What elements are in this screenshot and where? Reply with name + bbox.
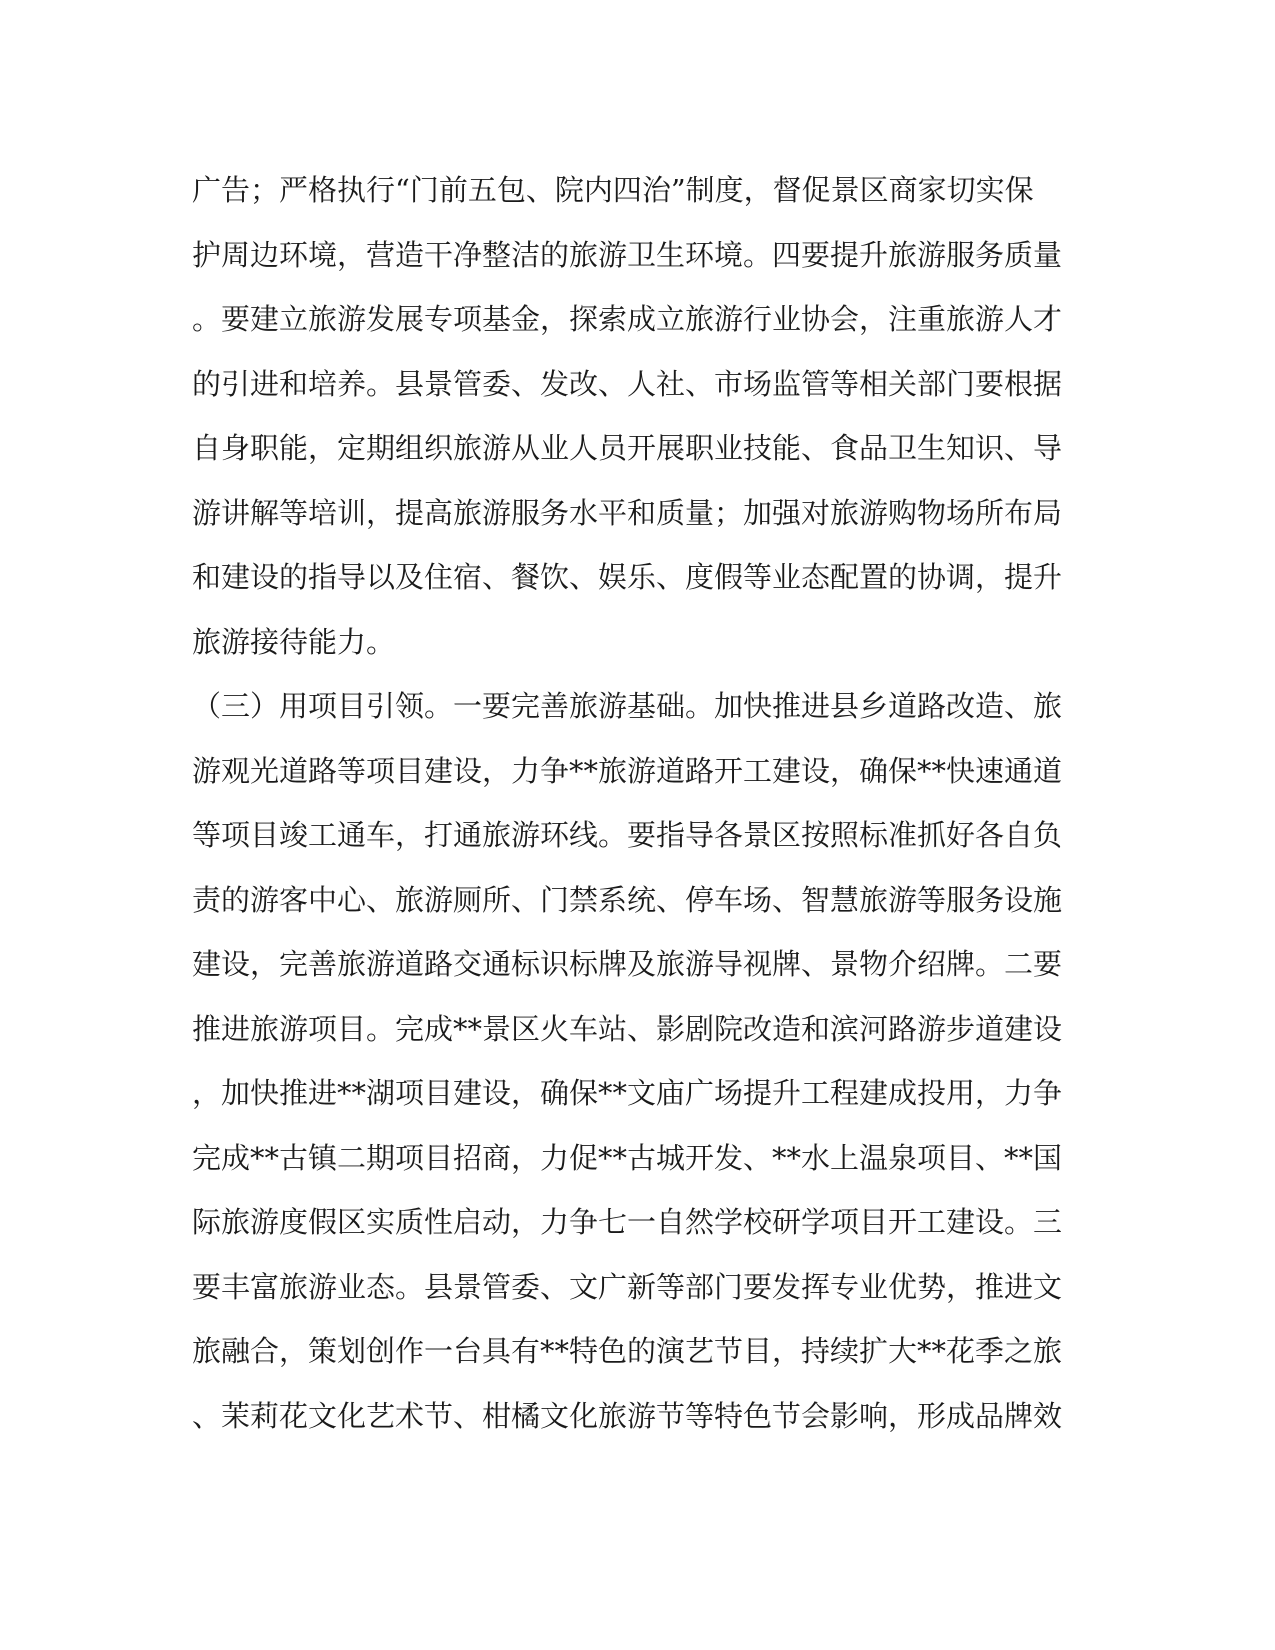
text-line: （三）用项目引领。一要完善旅游基础。加快推进县乡道路改造、旅 [192, 689, 1063, 723]
text-line: 际旅游度假区实质性启动，力争七一自然学校研学项目开工建设。三 [192, 1205, 1063, 1239]
text-line: 广告；严格执行“门前五包、院内四治”制度，督促景区商家切实保 [192, 173, 1034, 207]
text-line: 旅游接待能力。 [192, 624, 396, 659]
text-line: 推进旅游项目。完成**景区火车站、影剧院改造和滨河路游步道建设 [192, 1011, 1063, 1046]
text-line: ，加快推进**湖项目建设，确保**文庙广场提升工程建成投用，力争 [192, 1076, 1063, 1110]
text-line: 旅融合，策划创作一台具有**特色的演艺节目，持续扩大**花季之旅 [192, 1334, 1063, 1368]
text-line: 完成**古镇二期项目招商，力促**古城开发、**水上温泉项目、**国 [192, 1140, 1063, 1175]
text-line: 护周边环境，营造干净整洁的旅游卫生环境。四要提升旅游服务质量 [192, 237, 1063, 272]
body-text [192, 158, 1092, 1448]
text-line: 等项目竣工通车，打通旅游环线。要指导各景区按照标准抓好各自负 [192, 818, 1063, 852]
text-line: 的引进和培养。县景管委、发改、人社、市场监管等相关部门要根据 [192, 366, 1063, 401]
text-line: 和建设的指导以及住宿、餐饮、娱乐、度假等业态配置的协调，提升 [192, 560, 1063, 594]
text-line: 游观光道路等项目建设，力争**旅游道路开工建设，确保**快速通道 [192, 753, 1063, 788]
text-line: 。要建立旅游发展专项基金，探索成立旅游行业协会，注重旅游人才 [192, 302, 1063, 336]
text-line: 、茉莉花文化艺术节、柑橘文化旅游节等特色节会影响，形成品牌效 [192, 1398, 1063, 1433]
text-line: 要丰富旅游业态。县景管委、文广新等部门要发挥专业优势，推进文 [192, 1269, 1063, 1304]
text-line: 自身职能，定期组织旅游从业人员开展职业技能、食品卫生知识、导 [192, 431, 1063, 465]
text-line: 责的游客中心、旅游厕所、门禁系统、停车场、智慧旅游等服务设施 [192, 882, 1063, 917]
text-line: 建设，完善旅游道路交通标识标牌及旅游导视牌、景物介绍牌。二要 [192, 947, 1063, 981]
text-line: 游讲解等培训，提高旅游服务水平和质量；加强对旅游购物场所布局 [192, 495, 1063, 530]
